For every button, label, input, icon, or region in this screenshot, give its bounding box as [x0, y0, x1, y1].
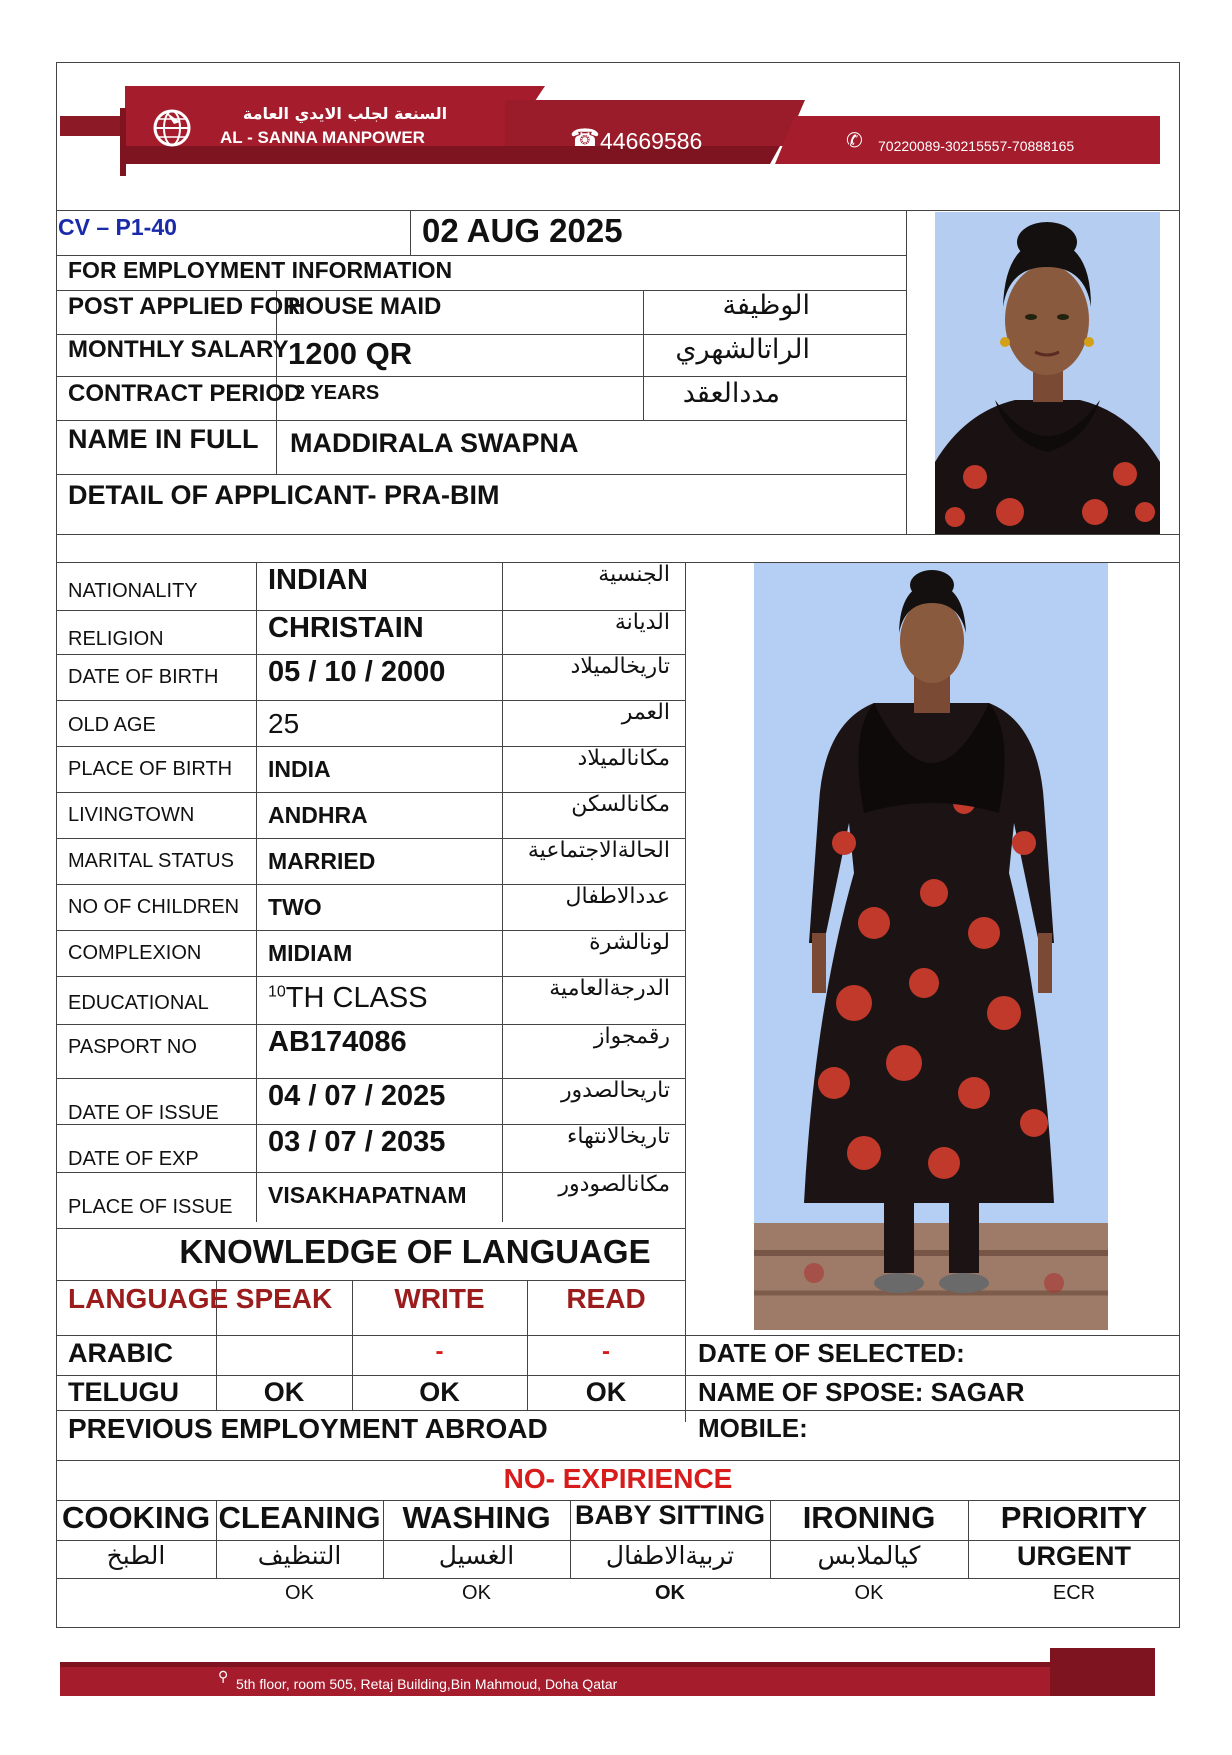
previous-employment-heading: PREVIOUS EMPLOYMENT ABROAD: [68, 1413, 548, 1444]
language-heading: KNOWLEDGE OF LANGUAGE: [179, 1233, 651, 1270]
detail-value: 03 / 07 / 2035: [268, 1126, 446, 1158]
date-of-selected: DATE OF SELECTED:: [698, 1338, 965, 1368]
skill-name: BABY SITTING: [574, 1500, 765, 1530]
skill-name-ar: URGENT: [1017, 1541, 1131, 1571]
detail-ar: الحالةالاجتماعية: [527, 838, 670, 863]
skill-name: PRIORITY: [1000, 1500, 1148, 1535]
phone-icon: ☎: [570, 125, 600, 152]
name-label: NAME IN FULL: [68, 424, 259, 454]
header-banner: [60, 86, 1172, 176]
salary-value: 1200 QR: [288, 336, 413, 371]
language-telugu-name: TELUGU: [68, 1377, 179, 1407]
skill-value: ECR: [1052, 1582, 1096, 1604]
language-arabic-read: -: [602, 1338, 610, 1365]
detail-ar: العمر: [621, 700, 670, 725]
detail-label: LIVINGTOWN: [68, 804, 195, 826]
detail-label: PASPORT NO: [68, 1036, 197, 1058]
detail-value: 05 / 10 / 2000: [268, 656, 446, 688]
language-telugu-speak: OK: [263, 1377, 305, 1407]
footer-address: 5th floor, room 505, Retaj Building,Bin Mahmoud, Doha Qatar: [236, 1676, 618, 1692]
detail-value-sup: 10: [268, 983, 286, 1001]
language-telugu-write: OK: [419, 1377, 460, 1407]
detail-ar: لونالشرة: [589, 930, 670, 955]
detail-ar: الجنسية: [598, 562, 670, 587]
mobile-icon: ✆: [846, 130, 863, 152]
detail-value: MIDIAM: [268, 940, 353, 966]
employment-heading: FOR EMPLOYMENT INFORMATION: [68, 257, 453, 283]
applicant-full-body-photo: [754, 563, 1108, 1330]
detail-ar: مكانالصودور: [558, 1172, 670, 1197]
post-label: POST APPLIED FOR: [68, 293, 301, 320]
detail-label: DATE OF EXP: [68, 1148, 199, 1170]
detail-value: MARRIED: [268, 848, 376, 874]
detail-value: TWO: [268, 894, 322, 920]
company-name-en: AL - SANNA MANPOWER: [220, 128, 425, 147]
detail-label: DATE OF ISSUE: [68, 1102, 219, 1124]
detail-ar: عددالاطفال: [565, 884, 670, 909]
skill-name: COOKING: [61, 1500, 211, 1535]
salary-label: MONTHLY SALARY: [68, 336, 289, 363]
language-header-language: LANGUAGE: [68, 1283, 229, 1314]
detail-label: DATE OF BIRTH: [68, 666, 219, 688]
detail-ar: تاريخالانتهاء: [567, 1124, 670, 1149]
language-header-read: READ: [566, 1283, 646, 1314]
name-value: MADDIRALA SWAPNA: [290, 428, 579, 458]
skill-name: CLEANING: [218, 1500, 381, 1535]
language-arabic-write: -: [435, 1338, 444, 1365]
skill-value: OK: [655, 1582, 685, 1604]
detail-label: COMPLEXION: [68, 942, 202, 964]
detail-value: 04 / 07 / 2025: [268, 1080, 446, 1112]
detail-label: OLD AGE: [68, 714, 156, 736]
cv-code: CV – P1-40: [58, 214, 177, 240]
skill-name-ar: التنظيف: [257, 1541, 342, 1570]
skill-value: OK: [462, 1582, 491, 1604]
detail-ar: الدرجةالعامية: [549, 976, 670, 1001]
detail-value-main: TH CLASS: [285, 982, 428, 1014]
detail-value: INDIA: [268, 756, 331, 782]
footer-banner: [60, 1648, 1160, 1698]
skill-value: OK: [285, 1582, 314, 1604]
skill-name: WASHING: [402, 1500, 551, 1535]
detail-ar: تاريحالصدور: [560, 1078, 670, 1103]
skill-name: IRONING: [802, 1500, 936, 1535]
detail-value: AB174086: [268, 1026, 407, 1058]
detail-value: ANDHRA: [268, 802, 368, 828]
applicant-portrait-photo: [935, 212, 1160, 534]
post-ar: الوظيفة: [722, 290, 810, 321]
skill-name-ar: الغسيل: [438, 1541, 515, 1570]
detail-value: 25: [268, 708, 300, 739]
detail-label: MARITAL STATUS: [68, 850, 234, 872]
language-header-speak: SPEAK: [235, 1283, 333, 1314]
detail-label: PLACE OF BIRTH: [68, 758, 233, 780]
language-header-write: WRITE: [394, 1283, 485, 1314]
detail-value: [268, 982, 428, 1015]
detail-ar: مكانالميلاد: [577, 746, 670, 771]
mobile-label: MOBILE:: [698, 1413, 808, 1443]
detail-label: RELIGION: [68, 628, 164, 650]
detail-heading: DETAIL OF APPLICANT- PRA-BIM: [68, 480, 500, 510]
contract-label: CONTRACT PERIOD: [68, 380, 302, 407]
skill-name-ar: تربيةالاطفال: [605, 1541, 735, 1570]
detail-ar: رقمجواز: [593, 1024, 670, 1049]
detail-ar: تاريخالميلاد: [570, 654, 670, 679]
contract-ar: مددالعقد: [682, 378, 780, 409]
detail-label: NATIONALITY: [68, 580, 198, 602]
globe-logo-icon: [152, 108, 192, 148]
salary-ar: الراتالشهري: [675, 334, 810, 365]
spouse-name: NAME OF SPOSE: SAGAR: [698, 1377, 1025, 1407]
mobile-numbers: 70220089-30215557-70888165: [878, 138, 1075, 154]
previous-employment-value: NO- EXPIRIENCE: [503, 1463, 733, 1494]
detail-value: CHRISTAIN: [268, 612, 424, 644]
post-value: HOUSE MAID: [288, 293, 442, 320]
skill-name-ar: الطبخ: [106, 1541, 166, 1570]
detail-ar: الديانة: [614, 610, 670, 635]
phone-number: 44669586: [600, 128, 703, 154]
language-telugu-read: OK: [585, 1377, 627, 1407]
detail-value: VISAKHAPATNAM: [268, 1182, 467, 1208]
location-pin-icon: ⚲: [218, 1668, 229, 1684]
skill-name-ar: كيالملابس: [817, 1541, 921, 1570]
detail-label: PLACE OF ISSUE: [68, 1196, 233, 1218]
detail-ar: مكانالسكن: [571, 792, 670, 817]
company-name-ar: السنعة لجلب الايدي العامة: [242, 104, 448, 123]
detail-value: INDIAN: [268, 564, 368, 596]
detail-label: NO OF CHILDREN: [68, 896, 240, 918]
contract-value: 2 YEARS: [294, 382, 380, 404]
skill-value: OK: [854, 1582, 884, 1604]
language-arabic-name: ARABIC: [68, 1338, 173, 1368]
cv-date: 02 AUG 2025: [422, 212, 623, 249]
detail-label: EDUCATIONAL: [68, 992, 209, 1014]
